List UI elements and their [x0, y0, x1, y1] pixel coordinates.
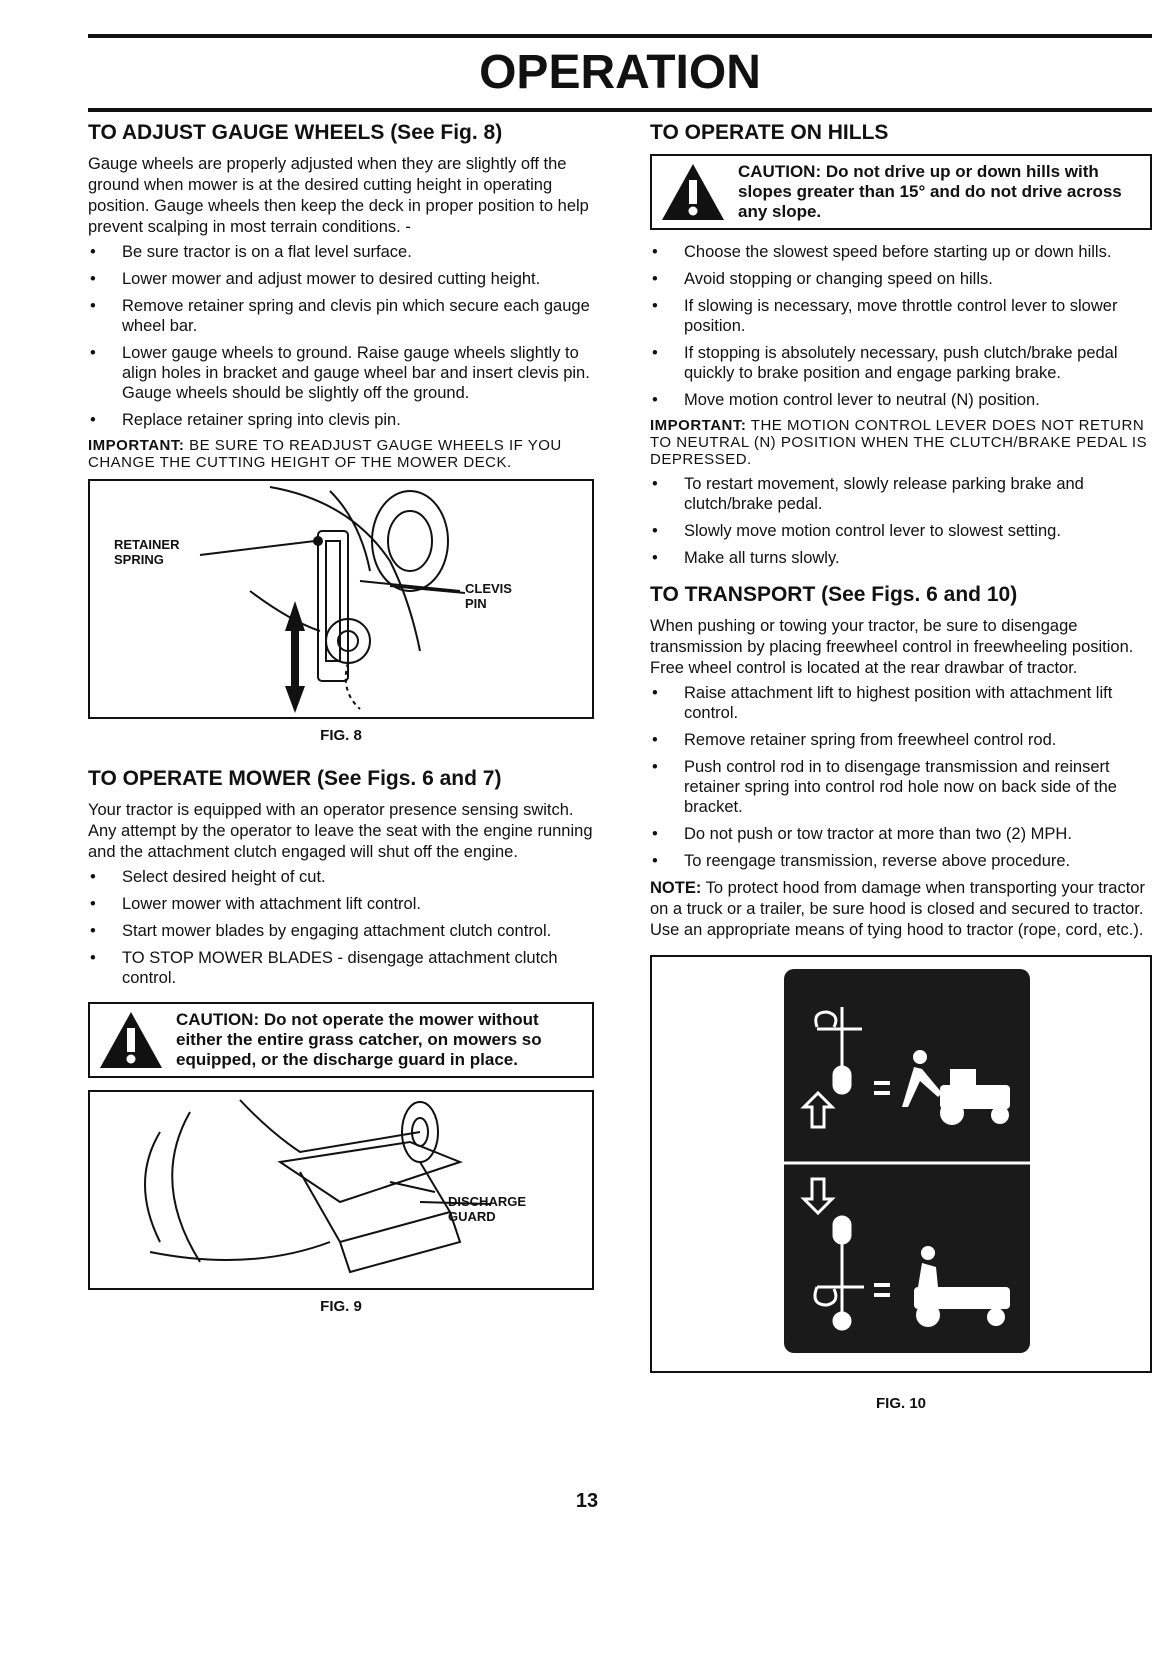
- freewheel-decal-illustration: [652, 957, 1150, 1371]
- hills-steps: [650, 242, 1152, 410]
- list-item: • Choose the slowest speed before starting up or down hills.: [650, 242, 1152, 262]
- important-text: THE MOTION CONTROL LEVER DOES NOT RETURN TO NEUTRAL (N) POSITION WHEN THE CLUTCH/BRAKE PEDAL IS DEPRESSED.: [650, 417, 1148, 468]
- page-title: OPERATION: [479, 46, 761, 99]
- operate-on-hills-heading: TO OPERATE ON HILLS: [650, 121, 889, 144]
- right-column: [650, 120, 1152, 1412]
- gauge-wheels-steps: [88, 242, 594, 430]
- figure-9-caption: FIG. 9: [320, 1298, 362, 1315]
- hills-caution-text: CAUTION: Do not drive up or down hills with slopes greater than 15° and do not drive across any slope.: [738, 162, 1122, 221]
- warning-triangle-icon: [660, 162, 726, 222]
- list-item: • Push control rod in to disengage transmission and reinsert retainer spring into control rod hole now on back side of the bracket.: [650, 757, 1152, 817]
- hills-important-note: [650, 417, 1152, 468]
- list-item: • Replace retainer spring into clevis pin.: [88, 410, 594, 430]
- list-item: • Do not push or tow tractor at more than two (2) MPH.: [650, 824, 1152, 844]
- clevis-pin-label: CLEVIS PIN: [465, 581, 512, 611]
- list-item: • Remove retainer spring from freewheel control rod.: [650, 730, 1152, 750]
- figure-8-caption: FIG. 8: [320, 727, 362, 744]
- list-item: • Make all turns slowly.: [650, 548, 1152, 568]
- list-item: • Move motion control lever to neutral (N) position.: [650, 390, 1152, 410]
- list-item: • If slowing is necessary, move throttle control lever to slower position.: [650, 296, 1152, 336]
- note-text: To protect hood from damage when transporting your tractor on a truck or a trailer, be sure hood is closed and secured to tractor. Use an appropriate means of tying hood to tractor (rope, cord, etc.).: [650, 879, 1145, 939]
- list-item: • TO STOP MOWER BLADES - disengage attachment clutch control.: [88, 948, 594, 988]
- important-label: IMPORTANT:: [650, 417, 747, 434]
- list-item: • Remove retainer spring and clevis pin which secure each gauge wheel bar.: [88, 296, 594, 336]
- retainer-spring-label: RETAINER SPRING: [114, 537, 180, 567]
- gauge-wheels-intro: Gauge wheels are properly adjusted when they are slightly off the ground when mower is at the desired cutting height in operating position. Gauge wheels then keep the deck in proper position to help prevent scalping in most terrain conditions. -: [88, 155, 589, 236]
- figure-8: [88, 479, 594, 719]
- operate-mower-heading: TO OPERATE MOWER (See Figs. 6 and 7): [88, 767, 502, 790]
- list-item: • Slowly move motion control lever to slowest setting.: [650, 521, 1152, 541]
- important-text: BE SURE TO READJUST GAUGE WHEELS IF YOU CHANGE THE CUTTING HEIGHT OF THE MOWER DECK.: [88, 437, 562, 471]
- transport-intro: When pushing or towing your tractor, be sure to disengage transmission by placing freewheel control in freewheeling position. Free wheel control is located at the rear drawbar of tractor.: [650, 617, 1134, 677]
- discharge-guard-label: DISCHARGE GUARD: [448, 1194, 527, 1224]
- operate-mower-intro: Your tractor is equipped with an operator presence sensing switch. Any attempt by the operator to leave the seat with the engine running and the attachment clutch engaged will shut off the engine.: [88, 801, 593, 861]
- list-item: • Start mower blades by engaging attachment clutch control.: [88, 921, 594, 941]
- list-item: • To restart movement, slowly release parking brake and clutch/brake pedal.: [650, 474, 1152, 514]
- transport-steps: [650, 683, 1152, 871]
- list-item: • Select desired height of cut.: [88, 867, 594, 887]
- operate-mower-steps: [88, 867, 594, 988]
- mower-caution-text: CAUTION: Do not operate the mower without either the entire grass catcher, on mowers so equipped, or the discharge guard in place.: [176, 1010, 542, 1069]
- list-item: • Raise attachment lift to highest position with attachment lift control.: [650, 683, 1152, 723]
- figure-9: [88, 1090, 594, 1290]
- list-item: • Lower gauge wheels to ground. Raise gauge wheels slightly to align holes in bracket and gauge wheel bar and insert clevis pin. Gauge wheels should be slightly off the ground.: [88, 343, 594, 403]
- discharge-guard-illustration: [90, 1092, 592, 1288]
- list-item: • Be sure tractor is on a flat level surface.: [88, 242, 594, 262]
- list-item: • Avoid stopping or changing speed on hills.: [650, 269, 1152, 289]
- figure-10: [650, 955, 1152, 1373]
- figure-10-caption: FIG. 10: [875, 1395, 927, 1412]
- important-label: IMPORTANT:: [88, 437, 185, 454]
- hills-steps-continued: [650, 474, 1152, 568]
- note-label: NOTE:: [650, 879, 702, 897]
- list-item: • If stopping is absolutely necessary, push clutch/brake pedal quickly to brake position and engage parking brake.: [650, 343, 1152, 383]
- gauge-important-note: [88, 437, 594, 471]
- warning-triangle-icon: [98, 1010, 164, 1070]
- list-item: • Lower mower with attachment lift control.: [88, 894, 594, 914]
- mower-caution-box: [88, 1002, 594, 1078]
- gauge-wheels-heading: TO ADJUST GAUGE WHEELS (See Fig. 8): [88, 121, 503, 144]
- transport-heading: TO TRANSPORT (See Figs. 6 and 10): [650, 583, 1018, 606]
- transport-note: [650, 878, 1152, 941]
- title-rule: [88, 108, 1152, 112]
- hills-caution-box: [650, 154, 1152, 230]
- list-item: • To reengage transmission, reverse above procedure.: [650, 851, 1152, 871]
- list-item: • Lower mower and adjust mower to desired cutting height.: [88, 269, 594, 289]
- top-rule: [88, 34, 1152, 38]
- left-column: [88, 120, 594, 1315]
- page-number: 13: [575, 1490, 599, 1512]
